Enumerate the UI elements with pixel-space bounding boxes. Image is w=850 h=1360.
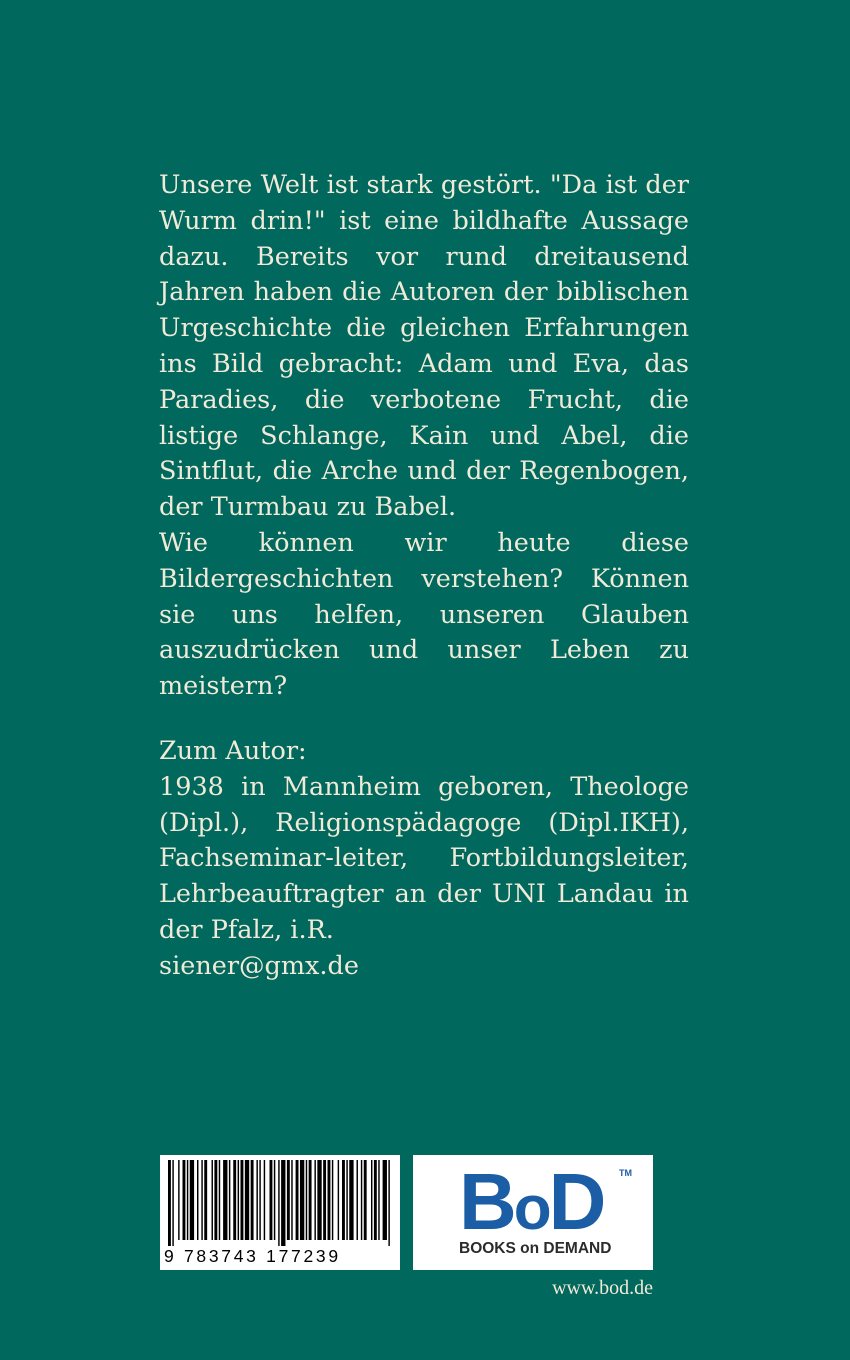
barcode-bars [168, 1160, 392, 1246]
barcode-bar [270, 1160, 273, 1240]
barcode-bar [259, 1160, 260, 1240]
trademark-mark: TM [619, 1168, 632, 1178]
author-bio: 1938 in Mannheim geboren, Theologe (Dipl.), Religionspädagoge (Dipl.IKH), Fachseminar-leiter, Fortbildungsleiter, Lehrbeauftragter an der UNI Landau in der Pfalz, i.R. [159, 771, 689, 945]
barcode-bar [172, 1160, 173, 1246]
author-heading: Zum Autor: [159, 736, 307, 766]
barcode-bar [300, 1160, 304, 1240]
barcode-bar [187, 1160, 188, 1240]
barcode-bar [212, 1160, 213, 1240]
barcode-bar [346, 1160, 347, 1240]
barcode-bar [291, 1160, 292, 1240]
barcode-bar [190, 1160, 194, 1240]
barcode-bar [223, 1160, 227, 1240]
barcode-bar [374, 1160, 377, 1240]
barcode-bar [278, 1160, 279, 1246]
barcode-bar [229, 1160, 230, 1240]
barcode-bar [296, 1160, 299, 1240]
barcode-bar [306, 1160, 307, 1240]
barcode-bar [349, 1160, 353, 1240]
barcode-bar [328, 1160, 331, 1240]
barcode-bar [338, 1160, 339, 1240]
barcode-bar [214, 1160, 217, 1240]
barcode-bar [332, 1160, 333, 1240]
publisher-logo-box [413, 1155, 653, 1270]
barcode-bar [201, 1160, 202, 1240]
barcode-digits: 9 783743 177239 [164, 1246, 341, 1266]
barcode-bar [274, 1160, 275, 1240]
barcode-bar [287, 1160, 290, 1240]
bod-logo [459, 1157, 619, 1246]
publisher-tagline: BOOKS on DEMAND [459, 1240, 612, 1257]
barcode-bar [378, 1160, 379, 1240]
barcode-bar [251, 1160, 254, 1240]
bod-logo-letter-b: B [459, 1157, 514, 1246]
barcode-bar [342, 1160, 345, 1240]
barcode-bar [388, 1160, 389, 1246]
barcode-bar [357, 1160, 358, 1240]
back-cover-blurb [159, 168, 689, 705]
bod-logo-letter-d: D [548, 1157, 604, 1246]
barcode-bar [197, 1160, 198, 1240]
author-section [159, 734, 689, 985]
barcode-bar [383, 1160, 387, 1240]
barcode-bar [281, 1160, 285, 1246]
barcode-bar [168, 1160, 171, 1246]
barcode-bar [323, 1160, 326, 1240]
blurb-paragraph-2: Wie können wir heute diese Bildergeschichten verstehen? Können sie uns helfen, unseren Glauben auszudrücken und unser Leben zu meistern? [159, 527, 689, 702]
barcode-bar [364, 1160, 367, 1240]
publisher-url[interactable]: www.bod.de [552, 1277, 653, 1299]
bod-logo-letter-o: o [513, 1174, 549, 1243]
barcode-bar [314, 1160, 315, 1240]
barcode-bar [371, 1160, 372, 1240]
blurb-paragraph-1: Unsere Welt ist stark gestört. "Da ist der Wurm drin!" ist eine bildhafte Aussage dazu. Bereits vor rund dreitausend Jahren haben die Autoren der biblischen Urgeschichte die gleichen Erfahrungen ins Bild gebracht: Adam und Eva, das Paradies, die verbotene Frucht, die listige Schlange, Kain und Abel, die Sintflut, die Arche und der Regenbogen, der Turmbau zu Babel. [159, 170, 689, 523]
barcode-bar [264, 1160, 265, 1240]
barcode-bar [233, 1160, 236, 1240]
isbn-barcode [160, 1155, 400, 1270]
barcode-bar [219, 1160, 220, 1240]
barcode-bar [238, 1160, 239, 1240]
barcode-bar [317, 1160, 321, 1240]
barcode-bar [204, 1160, 207, 1240]
barcode-bar [178, 1160, 179, 1240]
barcode-bar [183, 1160, 186, 1240]
barcode-bar [361, 1160, 362, 1240]
barcode-bar [256, 1160, 257, 1240]
barcode-bar [309, 1160, 312, 1240]
barcode-bar [241, 1160, 244, 1240]
author-email: siener@gmx.de [159, 950, 359, 981]
barcode-bar [245, 1160, 249, 1240]
